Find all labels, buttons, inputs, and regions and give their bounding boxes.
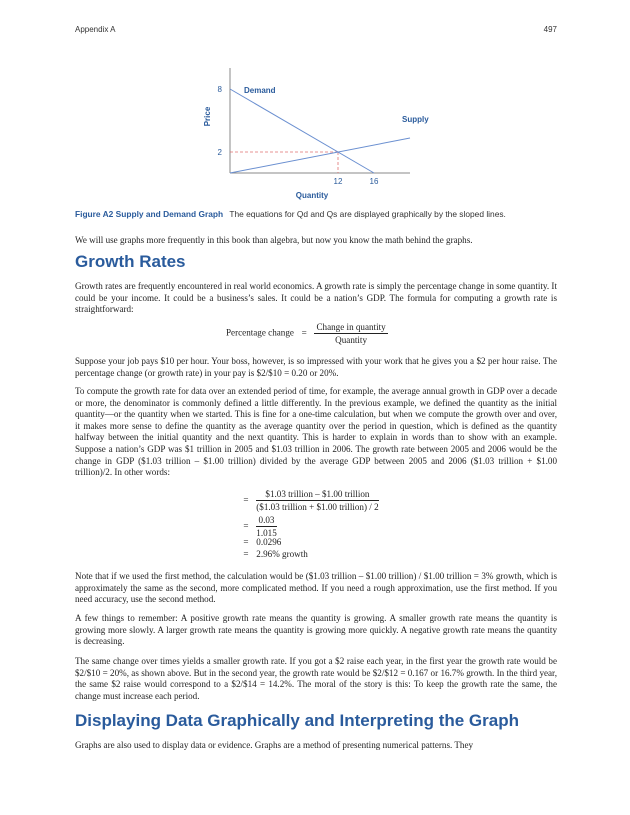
equation-line-4 bbox=[238, 549, 308, 559]
paragraph-growth-4: Note that if we used the first method, the calculation would be ($1.03 trillion – $1.00 trillion) / $1.00 trillion = 3% growth, which is approximately the same as the second, more complicated method. If you need a rough approximation, use the first method. If you need accuracy, use the second method. bbox=[75, 571, 557, 605]
fraction-denominator: 1.015 bbox=[256, 528, 277, 538]
equation-fraction bbox=[256, 515, 276, 538]
equation-line-3 bbox=[238, 537, 281, 547]
heading-displaying-data: Displaying Data Graphically and Interpreting the Graph bbox=[75, 711, 519, 730]
demand-line bbox=[230, 89, 374, 173]
x-tick-label: 16 bbox=[369, 177, 379, 186]
fraction-numerator: 0.03 bbox=[256, 515, 276, 527]
paragraph-growth-3: To compute the growth rate for data over an extended period of time, for example, the average annual growth in GDP over a decade or more, the denominator is commonly defined a little differently. In the previous example, we defined the quantity as the initial quantity—or the quantity when we started. This is fine for a one-time calculation, but when we compute the growth over and over, it makes more sense to define the quantity as the average quantity over the period in question, which is defined as the quantity halfway between the initial quantity and the next quantity. This is harder to explain in words than to show with an example. Suppose a nation’s GDP was $1 trillion in 2005 and $1.03 trillion in 2006. The growth rate between 2005 and 2006 would be the change in GDP ($1.03 trillion – $1.00 trillion) divided by the average GDP between 2005 and 2006 ($1.03 trillion + $1.00 trillion)/2. In other words: bbox=[75, 386, 557, 478]
supply-demand-figure bbox=[0, 0, 630, 230]
paragraph-growth-5: A few things to remember: A positive growth rate means the quantity is growing. A smaller growth rate means the quantity is growing more slowly. A larger growth rate means the quantity is growing more quickly. A negative growth rate means the quantity is decreasing. bbox=[75, 613, 557, 647]
x-tick-label: 12 bbox=[333, 177, 343, 186]
equals-sign: = bbox=[301, 327, 307, 338]
paragraph-growth-6: The same change over times yields a smaller growth rate. If you got a $2 raise each year, in the first year the growth rate would be $2/$10 = 20%, as shown above. But in the second year, the growth rate would be $2/$12 = 0.167 or 16.7% growth. In the third year, the same $2 raise would correspond to a $2/$14 = 14.2%. The moral of the story is this: To keep the growth rate the same, the change must increase each period. bbox=[75, 656, 557, 701]
equals-sign: = bbox=[243, 520, 249, 531]
plot-area bbox=[203, 68, 429, 200]
paragraph-growth-2: Suppose your job pays $10 per hour. Your boss, however, is so impressed with your work that he gives you a $2 per hour raise. The percentage change (or growth rate) in your pay is $2/$10 = 0.20 or 20%. bbox=[75, 356, 557, 378]
demand-label: Demand bbox=[244, 86, 276, 95]
supply-line bbox=[230, 138, 410, 173]
fraction-denominator: Quantity bbox=[335, 335, 367, 345]
paragraph-growth-1: Growth rates are frequently encountered in real world economics. A growth rate is simply the percentage change in some quantity. It could be your income. It could be a business’s sales. It could be a nation’s GDP. The formula for computing a growth rate is straightforward: bbox=[75, 281, 557, 315]
figure-caption-label: Figure A2 Supply and Demand Graph bbox=[75, 209, 224, 219]
supply-label: Supply bbox=[402, 115, 429, 125]
running-header-left: Appendix A bbox=[75, 25, 116, 34]
figure-caption-text: The equations for Qd and Qs are displayed graphically by the sloped lines. bbox=[229, 209, 506, 219]
fraction-numerator: Change in quantity bbox=[316, 322, 386, 332]
fraction-numerator: $1.03 trillion – $1.00 trillion bbox=[256, 489, 378, 501]
equals-sign: = bbox=[243, 549, 249, 559]
x-axis-label: Quantity bbox=[295, 191, 329, 200]
y-tick-label: 8 bbox=[217, 85, 222, 94]
equals-sign: = bbox=[243, 537, 249, 547]
y-axis-label: Price bbox=[203, 106, 212, 127]
figure-caption bbox=[75, 209, 565, 219]
fraction-denominator: ($1.03 trillion + $1.00 trillion) / 2 bbox=[256, 502, 379, 512]
paragraph-display-1: Graphs are also used to display data or evidence. Graphs are a method of presenting numerical patterns. They bbox=[75, 740, 474, 750]
equation-value: 2.96% growth bbox=[256, 549, 308, 559]
equation-fraction bbox=[314, 322, 387, 345]
equals-sign: = bbox=[243, 494, 249, 505]
equation-percentage-change bbox=[226, 322, 388, 345]
equation-line-1 bbox=[238, 489, 379, 512]
equation-fraction bbox=[256, 489, 378, 512]
heading-growth-rates: Growth Rates bbox=[75, 252, 186, 271]
page-number: 497 bbox=[543, 25, 557, 34]
y-tick-label: 2 bbox=[217, 148, 222, 157]
paragraph-intro: We will use graphs more frequently in this book than algebra, but now you know the math behind the graphs. bbox=[75, 235, 473, 245]
equation-lhs: Percentage change bbox=[226, 327, 294, 338]
equation-line-2 bbox=[238, 515, 277, 538]
equation-value: 0.0296 bbox=[256, 537, 282, 547]
